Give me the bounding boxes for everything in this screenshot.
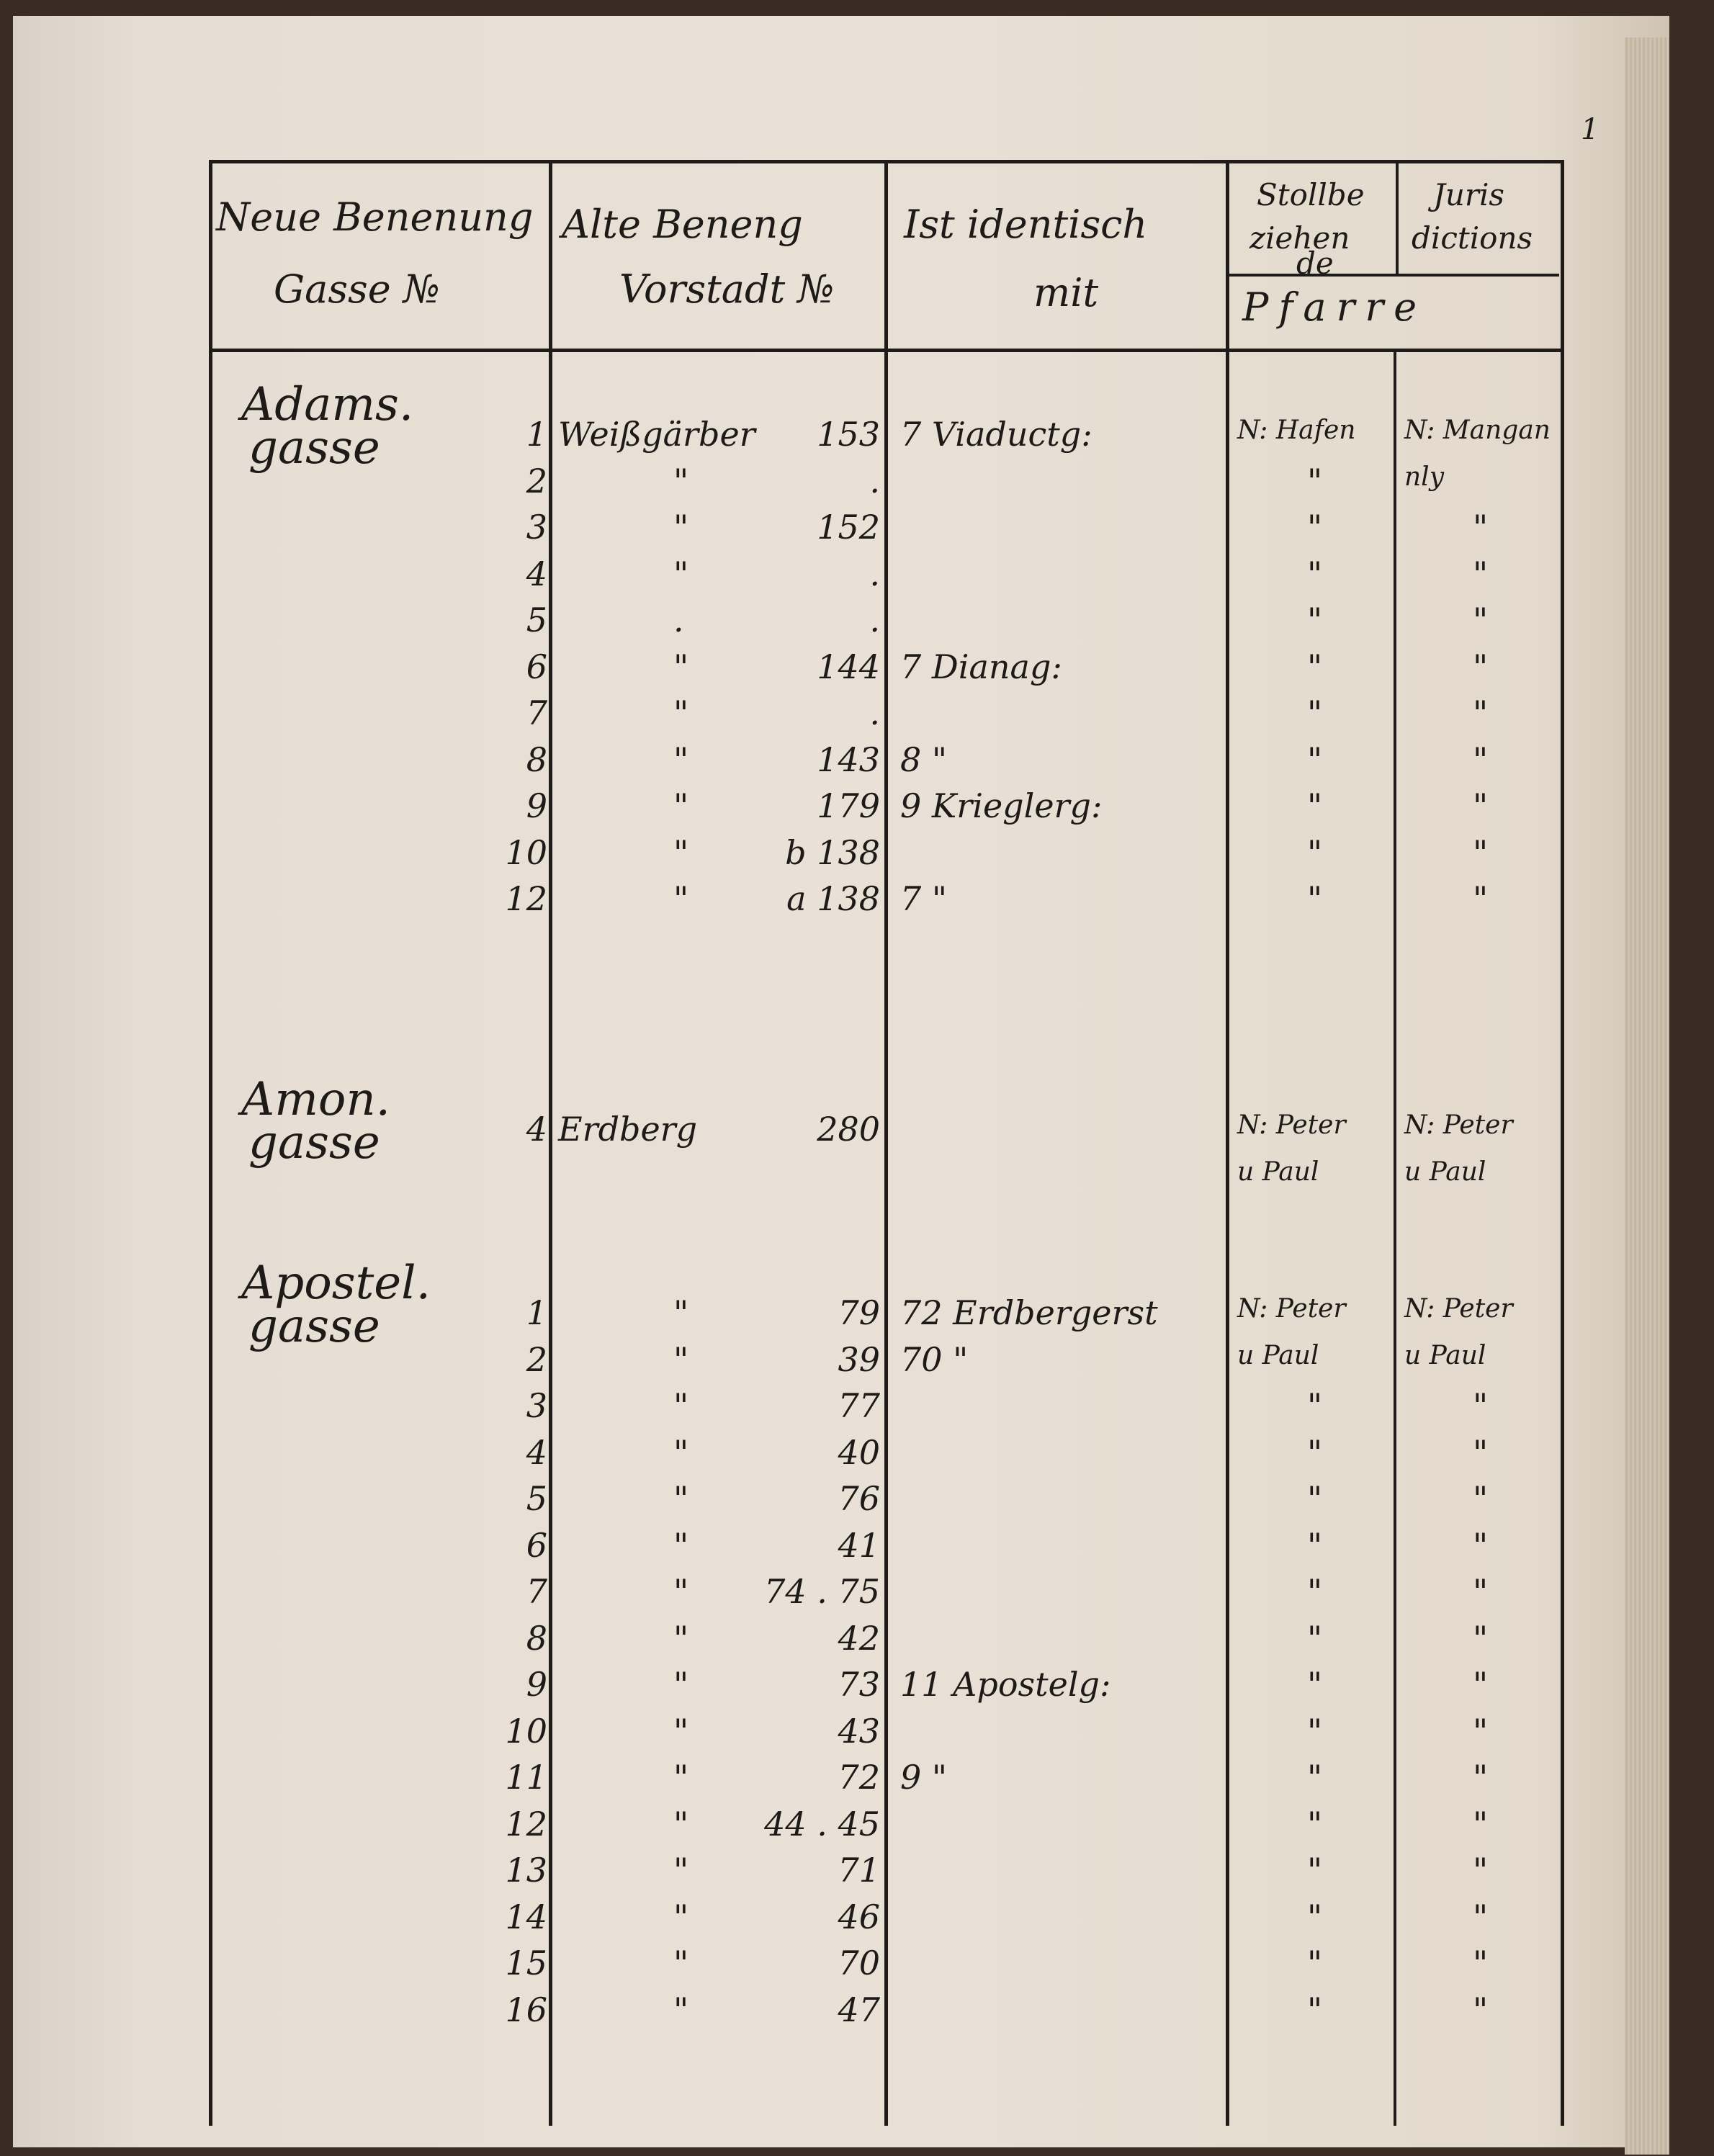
vorstadt-name: . (673, 601, 684, 639)
juris-parish: u Paul (1404, 1340, 1486, 1370)
identical-with: 7 " (900, 879, 948, 918)
stolb-parish: N: Hafen (1237, 416, 1356, 445)
col-rule-4b (1394, 351, 1396, 2126)
stolb-parish: " (1307, 647, 1323, 686)
house-number: 7 (526, 1572, 547, 1611)
stolb-parish: " (1307, 1432, 1323, 1472)
vorstadt-name: " (673, 879, 689, 918)
identical-with: 7 Viaductg: (900, 415, 1092, 454)
street-name: Adams. (241, 378, 414, 431)
house-number: 1 (526, 415, 547, 454)
stolb-parish: " (1307, 1572, 1323, 1611)
street-name: Amon. (241, 1073, 390, 1126)
street-name-suffix: gasse (248, 1116, 380, 1169)
old-number: 42 (838, 1618, 880, 1658)
juris-parish: " (1473, 1432, 1489, 1472)
old-number: 77 (838, 1386, 880, 1425)
stolb-parish: " (1307, 1479, 1323, 1518)
vorstadt-name: Weißgärber (558, 415, 755, 454)
old-number: b 138 (785, 832, 880, 872)
house-number: 12 (505, 1804, 547, 1843)
old-number: a 138 (786, 879, 880, 918)
old-number: 79 (838, 1293, 880, 1332)
identical-with: 11 Apostelg: (900, 1665, 1111, 1704)
house-number: 12 (505, 879, 547, 918)
vorstadt-name: " (673, 1432, 689, 1472)
old-number: 46 (838, 1897, 880, 1936)
stolb-parish: " (1307, 1897, 1323, 1936)
old-number: 40 (838, 1432, 880, 1472)
vorstadt-name: " (673, 1711, 689, 1751)
stolb-parish: " (1307, 1711, 1323, 1751)
old-number: . (869, 461, 880, 500)
juris-parish: " (1473, 1479, 1489, 1518)
house-number: 10 (505, 1711, 547, 1751)
vorstadt-name: " (673, 1479, 689, 1518)
house-number: 15 (505, 1944, 547, 1982)
juris-parish: " (1473, 1572, 1489, 1611)
stolb-parish: N: Peter (1237, 1110, 1346, 1140)
juris-parish: N: Peter (1404, 1110, 1513, 1140)
house-number: 2 (526, 461, 547, 500)
vorstadt-name: " (673, 786, 689, 825)
juris-parish: " (1473, 1758, 1489, 1797)
house-number: 6 (526, 1525, 547, 1565)
old-number: 47 (838, 1990, 880, 2029)
old-number: 71 (838, 1851, 880, 1890)
vorstadt-name: " (673, 1804, 689, 1843)
stolb-parish: " (1307, 554, 1323, 593)
stolb-parish: " (1307, 1618, 1323, 1658)
old-number: 153 (817, 415, 880, 454)
header-gasse-nr: Gasse № (274, 266, 440, 312)
old-number: 43 (838, 1711, 880, 1751)
old-number: 152 (817, 508, 880, 547)
col-rule-4 (1396, 160, 1399, 277)
stolb-parish: " (1307, 508, 1323, 547)
col-rule-3 (1226, 160, 1229, 2126)
vorstadt-name: " (673, 1665, 689, 1704)
juris-parish: " (1473, 554, 1489, 593)
juris-parish: " (1473, 1665, 1489, 1704)
stolb-parish: " (1307, 461, 1323, 500)
old-number: 41 (838, 1525, 880, 1565)
juris-parish: N: Mangan (1404, 416, 1551, 445)
house-number: 13 (505, 1851, 547, 1890)
stolb-parish: " (1307, 832, 1323, 872)
juris-parish: " (1473, 786, 1489, 825)
vorstadt-name: " (673, 1851, 689, 1890)
juris-parish: " (1473, 832, 1489, 872)
identical-with: 72 Erdbergerst (900, 1293, 1158, 1332)
street-name-suffix: gasse (248, 421, 380, 475)
old-number: 76 (838, 1479, 880, 1518)
juris-parish: " (1473, 647, 1489, 686)
identical-with: 70 " (900, 1339, 969, 1379)
header-vorstadt-nr: Vorstadt № (619, 266, 835, 312)
old-number: 39 (838, 1339, 880, 1379)
vorstadt-name: Erdberg (558, 1110, 698, 1149)
stolb-parish: " (1307, 693, 1323, 732)
vorstadt-name: " (673, 1339, 689, 1379)
house-number: 2 (526, 1339, 547, 1379)
juris-parish: " (1473, 1386, 1489, 1425)
juris-parish: " (1473, 693, 1489, 732)
house-number: 4 (526, 1432, 547, 1472)
page-number: 1 (1581, 113, 1599, 146)
juris-parish: " (1473, 1897, 1489, 1936)
vorstadt-name: " (673, 461, 689, 500)
identical-with: 9 " (900, 1758, 948, 1797)
juris-parish: nly (1404, 462, 1445, 492)
header-ist-identisch: Ist identisch (904, 202, 1148, 247)
page-edge (1625, 37, 1669, 2155)
house-number: 8 (526, 740, 547, 779)
juris-parish: " (1473, 1525, 1489, 1565)
house-number: 16 (505, 1990, 547, 2029)
old-number: 72 (838, 1758, 880, 1797)
vorstadt-name: " (673, 1293, 689, 1332)
header-stollbe: Stollbe (1257, 177, 1365, 212)
old-number: 44 . 45 (764, 1804, 880, 1843)
juris-parish: " (1473, 1804, 1489, 1843)
vorstadt-name: " (673, 554, 689, 593)
old-number: 73 (838, 1665, 880, 1704)
header-neue-benenung: Neue Benenung (216, 194, 534, 240)
street-name-suffix: gasse (248, 1300, 380, 1353)
stolb-parish: N: Peter (1237, 1294, 1346, 1324)
vorstadt-name: " (673, 1897, 689, 1936)
stolb-parish: " (1307, 1758, 1323, 1797)
stolb-parish: " (1307, 786, 1323, 825)
stolb-parish: " (1307, 879, 1323, 918)
house-number: 9 (526, 786, 547, 825)
stolb-parish: " (1307, 1804, 1323, 1843)
old-number: 74 . 75 (764, 1572, 880, 1611)
juris-parish: " (1473, 1944, 1489, 1982)
header-juris: Juris (1433, 177, 1504, 212)
juris-parish: " (1473, 879, 1489, 918)
old-number: 280 (817, 1110, 880, 1149)
header-alte-benennung: Alte Beneng (562, 202, 803, 247)
vorstadt-name: " (673, 832, 689, 872)
stolb-parish: " (1307, 1990, 1323, 2029)
juris-parish: N: Peter (1404, 1294, 1513, 1324)
juris-parish: " (1473, 508, 1489, 547)
stolb-parish: " (1307, 1944, 1323, 1982)
street-name: Apostel. (241, 1257, 431, 1310)
stolb-parish: " (1307, 1525, 1323, 1565)
house-number: 5 (526, 601, 547, 639)
old-number: 179 (817, 786, 880, 825)
header-mit: mit (1033, 270, 1099, 315)
juris-parish: " (1473, 1711, 1489, 1751)
vorstadt-name: " (673, 1572, 689, 1611)
col-rule-5 (1561, 160, 1564, 2126)
vorstadt-name: " (673, 508, 689, 547)
old-number: 143 (817, 740, 880, 779)
vorstadt-name: " (673, 1386, 689, 1425)
house-number: 3 (526, 1386, 547, 1425)
vorstadt-name: " (673, 1990, 689, 2029)
pfarre-rule (1228, 274, 1559, 277)
old-number: . (869, 693, 880, 732)
stolb-parish: " (1307, 1851, 1323, 1890)
juris-parish: " (1473, 1851, 1489, 1890)
vorstadt-name: " (673, 740, 689, 779)
house-number: 14 (505, 1897, 547, 1936)
stolb-parish: " (1307, 1665, 1323, 1704)
vorstadt-name: " (673, 1944, 689, 1982)
stolb-parish: " (1307, 601, 1323, 639)
identical-with: 9 Krieglerg: (900, 786, 1103, 825)
old-number: . (869, 554, 880, 593)
old-number: 70 (838, 1944, 880, 1982)
col-rule-0 (209, 160, 212, 2126)
juris-parish: " (1473, 1990, 1489, 2029)
house-number: 11 (505, 1758, 547, 1797)
col-rule-1 (549, 160, 552, 2126)
house-number: 6 (526, 647, 547, 686)
house-number: 4 (526, 554, 547, 593)
house-number: 8 (526, 1618, 547, 1658)
header-de: de (1296, 246, 1334, 281)
stolb-parish: u Paul (1237, 1156, 1319, 1187)
vorstadt-name: " (673, 693, 689, 732)
header-dictions: dictions (1412, 220, 1533, 256)
juris-parish: " (1473, 1618, 1489, 1658)
stolb-parish: " (1307, 740, 1323, 779)
identical-with: 7 Dianag: (900, 647, 1062, 686)
stolb-parish: u Paul (1237, 1340, 1319, 1370)
col-rule-2 (884, 160, 888, 2126)
old-number: 144 (817, 647, 880, 686)
house-number: 9 (526, 1665, 547, 1704)
old-number: . (869, 601, 880, 639)
house-number: 5 (526, 1479, 547, 1518)
vorstadt-name: " (673, 1525, 689, 1565)
juris-parish: u Paul (1404, 1156, 1486, 1187)
identical-with: 8 " (900, 740, 948, 779)
house-number: 1 (526, 1293, 547, 1332)
header-ziehen: ziehen (1249, 220, 1350, 256)
juris-parish: " (1473, 601, 1489, 639)
house-number: 10 (505, 832, 547, 872)
house-number: 3 (526, 508, 547, 547)
vorstadt-name: " (673, 1758, 689, 1797)
house-number: 7 (526, 693, 547, 732)
vorstadt-name: " (673, 647, 689, 686)
juris-parish: " (1473, 740, 1489, 779)
house-number: 4 (526, 1110, 547, 1149)
header-pfarre: Pfarre (1242, 284, 1427, 330)
stolb-parish: " (1307, 1386, 1323, 1425)
vorstadt-name: " (673, 1618, 689, 1658)
